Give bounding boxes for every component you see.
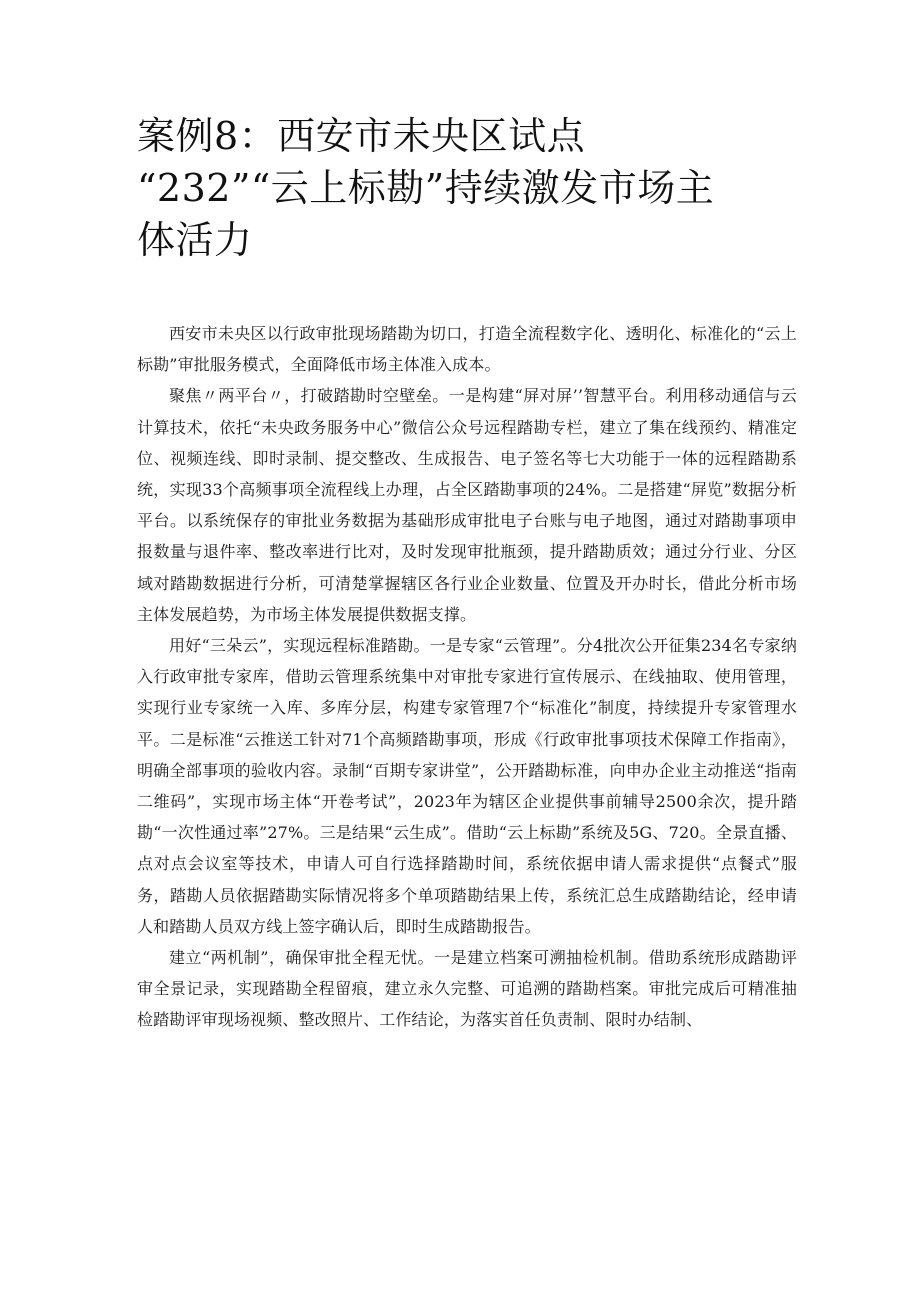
title-line-2: “232”“云上标勘”持续激发市场主 bbox=[137, 166, 715, 210]
paragraph-three-clouds: 用好“三朵云”，实现远程标准踏勘。一是专家“云管理”。分4批次公开征集234名专家纳入行政审批专家库，借助云管理系统集中对审批专家进行宣传展示、在线抽取、使用管理，实现行业专家统一入库、多库分层，构建专家管理7个“标准化”制度，持续提升专家管理水平。二是标准“云推送工针对71个高频踏勘事项，形成《行政审批事项技术保障工作指南》，明确全部事项的验收内容。录制“百期专家讲堂”，公开踏勘标准，向申办企业主动推送“指南二维码”，实现市场主体“开卷考试”，2023年为辖区企业提供事前辅导2500余次，提升踏勘“一次性通过率”27%。三是结果“云生成”。借助“云上标勘”系统及5G、720。全景直播、点对点会议室等技术，申请人可自行选择踏勘时间，系统依据申请人需求提供“点餐式”服务，踏勘人员依据踏勘实际情况将多个单项踏勘结果上传，系统汇总生成踏勘结论，经申请人和踏勘人员双方线上签字确认后，即时生成踏勘报告。 bbox=[137, 636, 797, 936]
title-line-3: 体活力 bbox=[137, 218, 253, 262]
paragraph-two-mechanisms: 建立“两机制”，确保审批全程无忧。一是建立档案可溯抽检机制。借助系统形成踏勘评审全景记录，实现踏勘全程留痕，建立永久完整、可追溯的踏勘档案。审批完成后可精准抽检踏勘评审现场视频、整改照片、工作结论，为落实首任负责制、限时办结制、 bbox=[137, 948, 797, 1030]
page-title bbox=[137, 110, 797, 266]
document-body bbox=[137, 318, 797, 1036]
paragraph-intro: 西安市未央区以行政审批现场踏勘为切口，打造全流程数字化、透明化、标准化的“云上标勘”审批服务模式，全面降低市场主体准入成本。 bbox=[137, 324, 797, 375]
paragraph-two-platforms: 聚焦〃两平台〃，打破踏勘时空壁垒。一是构建“屏对屏’’智慧平台。利用移动通信与云计算技术，依托“未央政务服务中心”微信公众号远程踏勘专栏，建立了集在线预约、精准定位、视频连线、即时录制、提交整改、生成报告、电子签名等七大功能于一体的远程踏勘系统，实现33个高频事项全流程线上办理，占全区踏勘事项的24%。二是搭建“屏览”数据分析平台。以系统保存的审批业务数据为基础形成审批电子台账与电子地图，通过对踏勘事项申报数量与退件率、整改率进行比对，及时发现审批瓶颈，提升踏勘质效；通过分行业、分区域对踏勘数据进行分析，可清楚掌握辖区各行业企业数量、位置及开办时长，借此分析市场主体发展趋势，为市场主体发展提供数据支撑。 bbox=[137, 386, 797, 624]
title-line-1: 案例8：西安市未央区试点 bbox=[137, 114, 586, 158]
